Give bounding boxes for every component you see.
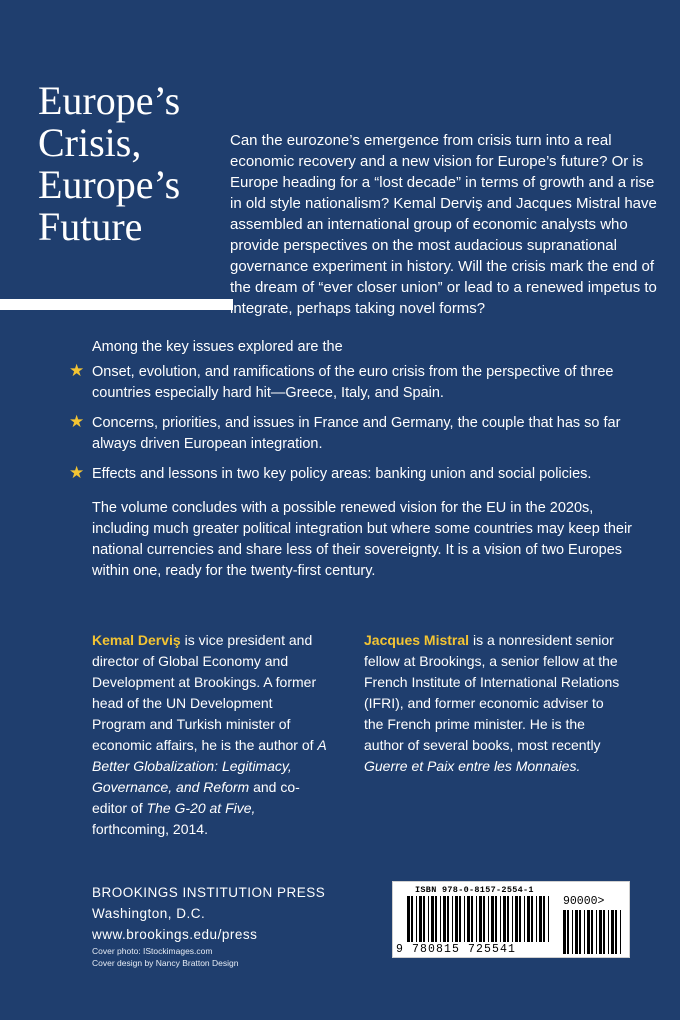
issues-lead: Among the key issues explored are the [92,339,343,355]
bio-text: forthcoming, 2014. [92,821,208,837]
star-bullet-icon: ★ [69,463,85,483]
title-line: Future [38,204,143,249]
title-line: Europe’s [38,78,181,123]
photo-credit: Cover photo: IStockimages.com [92,946,213,956]
isbn-label: ISBN 978-0-8157-2554-1 [415,885,534,895]
barcode-digits: 9 780815 725541 [396,943,517,956]
bio-text: is a nonresident senior fellow at Brookings, a senior fellow at the French Institute of International Relations (IFRI), and former economic adviser to the French prime minister. He is the author of several books, most recently [364,632,620,753]
book-title-ref: Guerre et Paix entre les Monnaies. [364,758,581,774]
bio-text: is vice president and director of Global Economy and Development at Brookings. A former head of the UN Development Program and Turkish minister of economic affairs, he is the author of [92,632,318,753]
publisher-info [92,882,352,945]
publisher-city: Washington, D.C. [92,906,206,921]
author-bio-dervis [92,630,330,840]
issue-text: Onset, evolution, and ramifications of the euro crisis from the perspective of three countries especially hard hit—Greece, Italy, and Spain. [92,364,614,401]
book-title [38,80,238,248]
book-title-ref: The G-20 at Five, [146,800,256,816]
star-bullet-icon: ★ [69,361,85,381]
list-item [69,463,637,485]
bio-text: and co-editor of [92,779,300,816]
publisher-name: BROOKINGS INSTITUTION PRESS [92,885,326,900]
conclusion-paragraph: The volume concludes with a possible renewed vision for the EU in the 2020s, including much greater political integration but where some countries may keep their national currencies and share less of their sovereignty. It is a vision of two Europes within one, ready for the twenty-first century. [92,500,633,579]
price-code: 90000> [563,895,605,908]
barcode-panel [392,881,630,958]
issues-list [69,361,637,494]
title-line: Crisis, [38,120,142,165]
issue-text: Effects and lessons in two key policy areas: banking union and social policies. [92,466,592,482]
book-title-ref: A Better Globalization: Legitimacy, Governance, and Reform [92,737,327,795]
list-item [69,361,637,404]
intro-paragraph: Can the eurozone’s emergence from crisis turn into a real economic recovery and a new vision for Europe’s future? Or is Europe heading for a “lost decade” in terms of growth and a rise in old style nationalism? Kemal Derviş and Jacques Mistral have assembled an international group of economic analysts who provide perspectives on the most audacious supranational governance experiment in history. Will the crisis mark the end of the dream of “ever closer union” or lead to a renewed impetus to integrate, perhaps taking novel forms? [230,132,657,317]
list-item [69,412,637,455]
star-bullet-icon: ★ [69,412,85,432]
title-line: Europe’s [38,162,181,207]
title-underline-bar [0,299,233,310]
cover-credits [92,945,352,969]
author-name: Jacques Mistral [364,632,470,648]
author-name: Kemal Derviş [92,632,181,648]
design-credit: Cover design by Nancy Bratton Design [92,958,239,968]
issue-text: Concerns, priorities, and issues in France and Germany, the couple that has so far always driven European integration. [92,415,621,452]
author-bio-mistral [364,630,626,777]
publisher-url: www.brookings.edu/press [92,927,258,942]
